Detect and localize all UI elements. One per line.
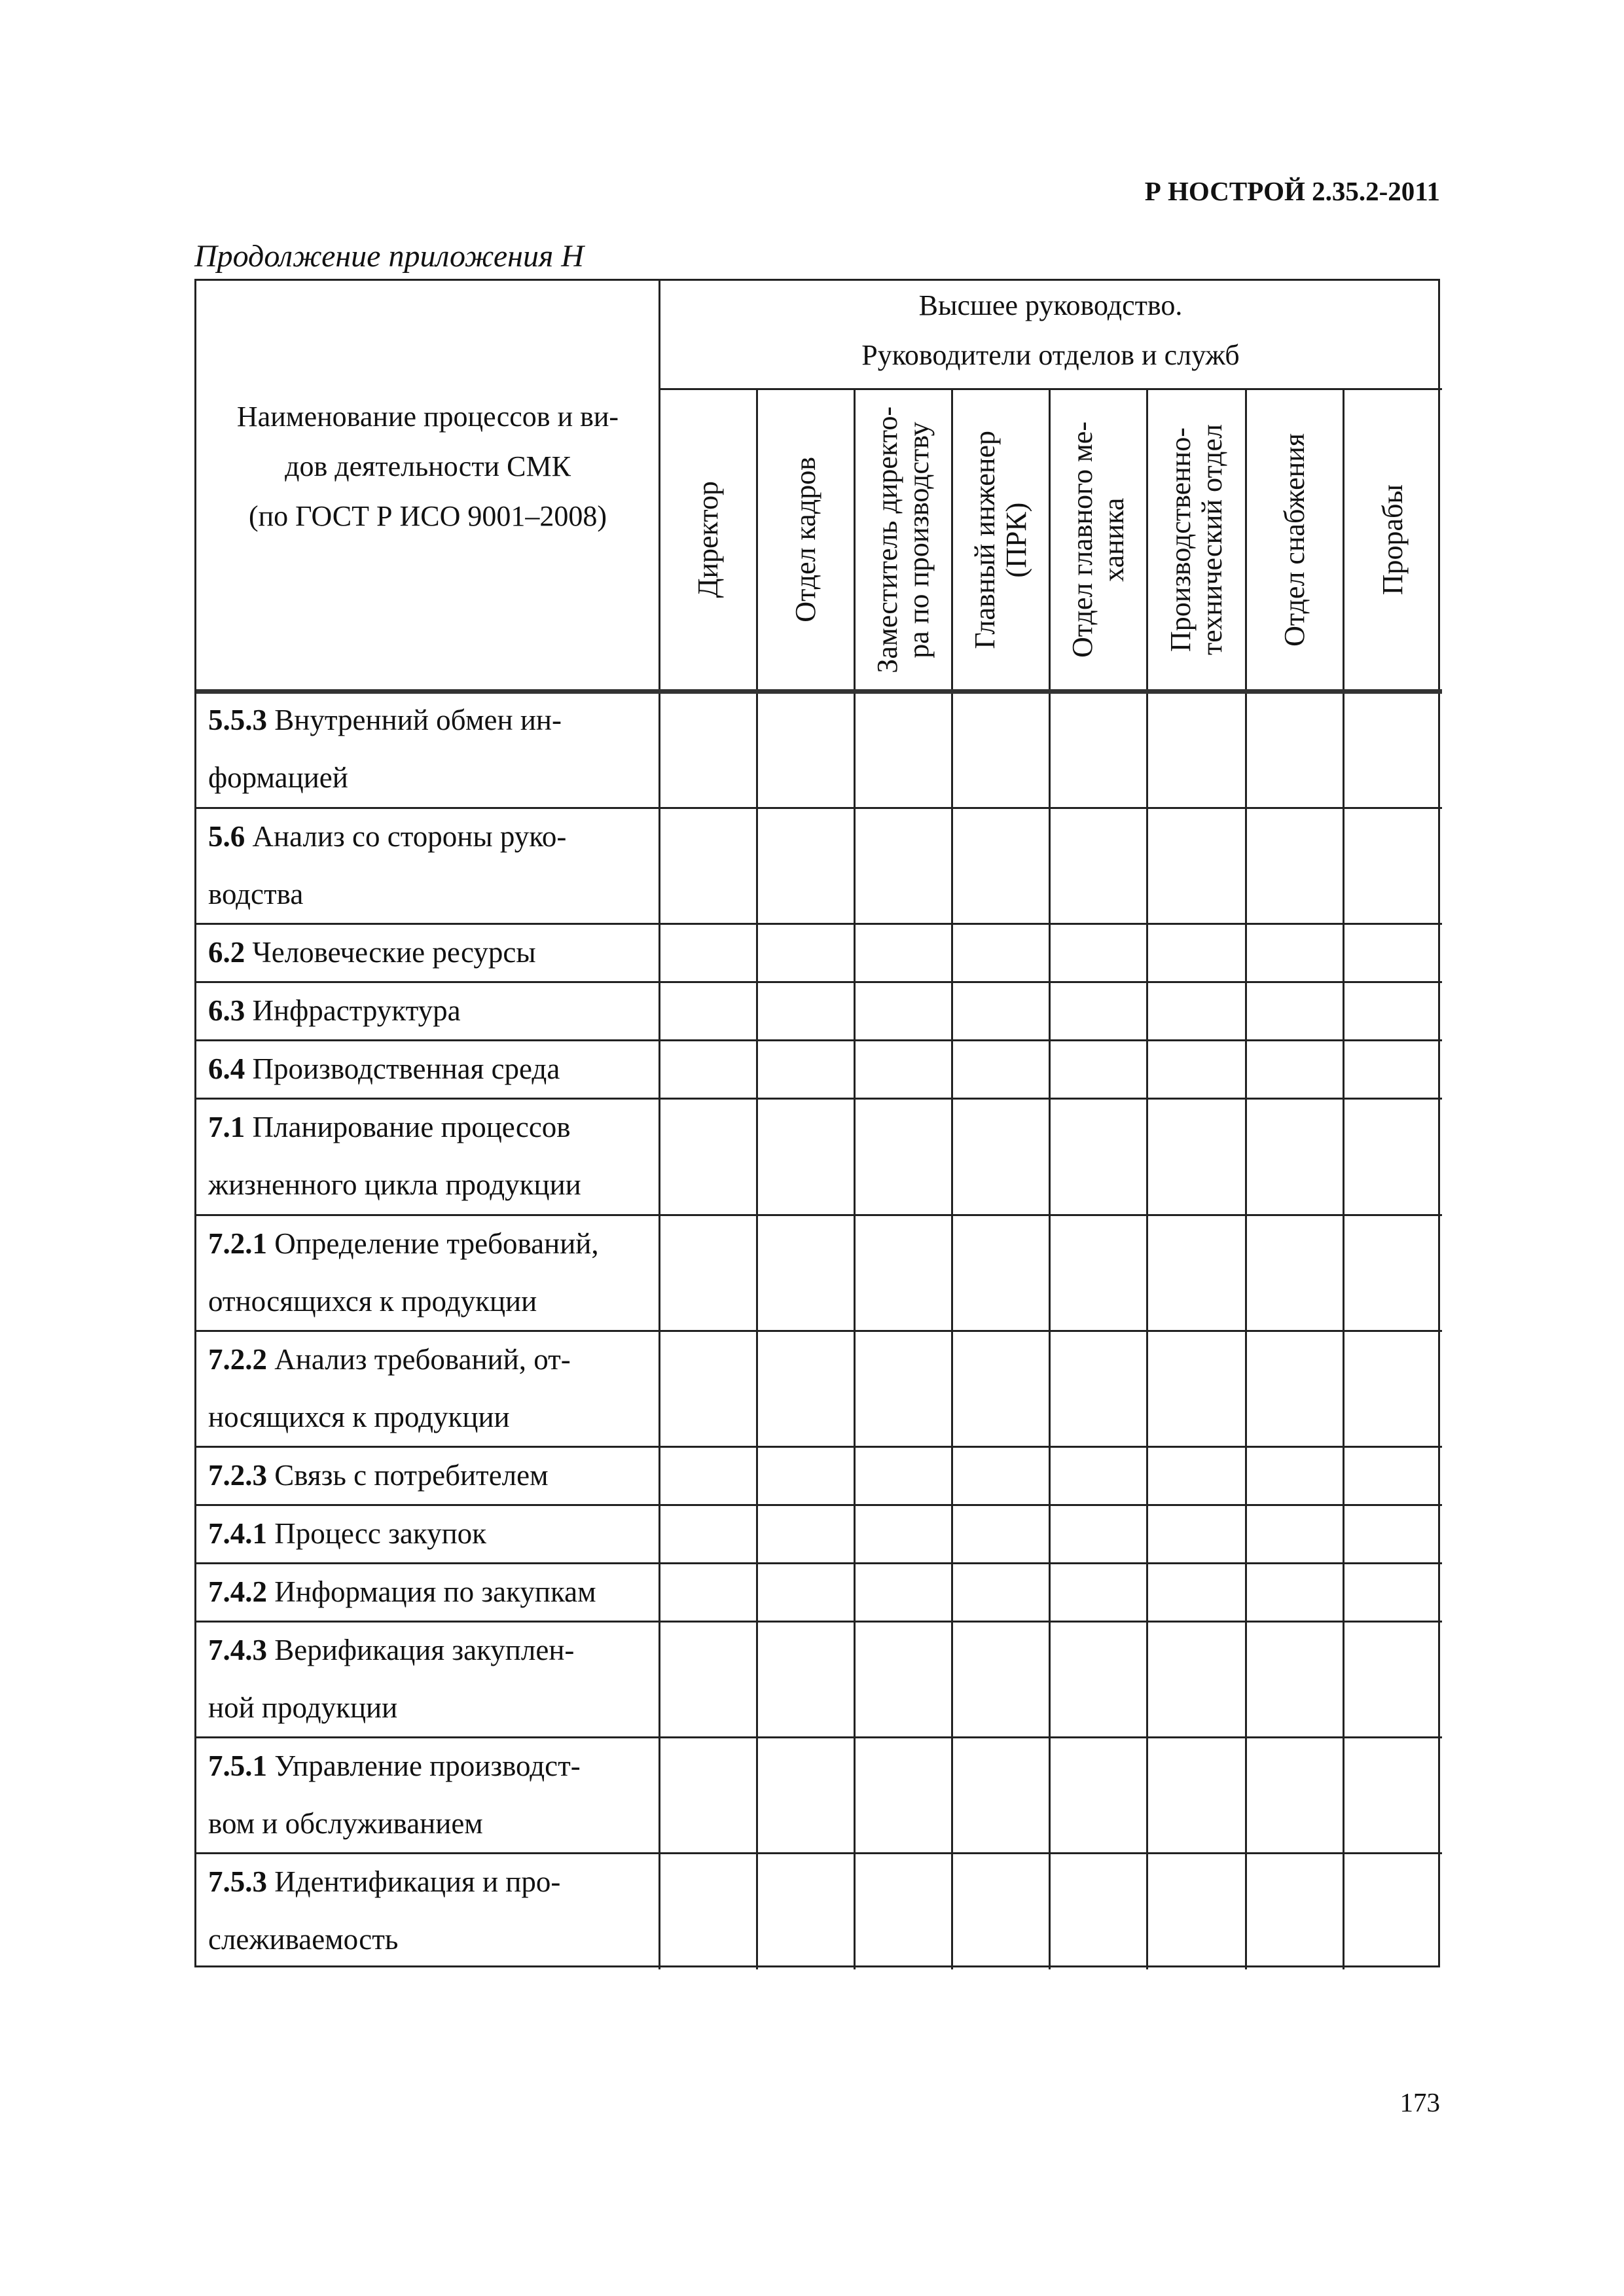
clause-number: 7.4.3 — [208, 1634, 267, 1666]
column-header-1 — [659, 391, 757, 689]
clause-title: Управление производст- — [274, 1749, 581, 1782]
process-column-header-line: (по ГОСТ Р ИСО 9001–2008) — [248, 500, 607, 532]
row-label-line — [208, 1446, 651, 1504]
table-row-label — [208, 1853, 651, 1968]
column-header-5 — [1049, 391, 1147, 689]
table-row-label — [208, 808, 651, 923]
row-label-line — [208, 1563, 651, 1621]
column-header-label: Директор — [691, 481, 724, 598]
clause-title: формацией — [208, 761, 348, 794]
clause-title: Связь с потребителем — [274, 1459, 549, 1492]
clause-number: 6.2 — [208, 936, 245, 969]
continuation-title: Продолжение приложения Н — [194, 239, 584, 274]
process-column-header — [196, 392, 659, 541]
row-label-line — [208, 1388, 651, 1446]
clause-title: Идентификация и про- — [274, 1865, 561, 1898]
clause-title: Определение требований, — [274, 1227, 599, 1260]
grid-line — [951, 388, 953, 1969]
row-label-line — [208, 1505, 651, 1562]
clause-title: относящихся к продукции — [208, 1285, 537, 1318]
table-row-label — [208, 924, 651, 981]
row-label-line — [208, 808, 651, 865]
management-group-header-line: Высшее руководство. — [918, 289, 1183, 321]
responsibility-matrix-table — [194, 279, 1440, 1967]
column-header-7 — [1246, 391, 1343, 689]
grid-line — [1343, 388, 1344, 1969]
row-label-line — [208, 865, 651, 923]
management-group-header-line: Руководители отделов и служб — [861, 339, 1240, 371]
grid-line — [1146, 388, 1148, 1969]
table-row-label — [208, 1563, 651, 1621]
column-header-label: Главный инженер (ПРК) — [968, 430, 1032, 649]
clause-number: 7.4.2 — [208, 1575, 267, 1608]
row-label-line — [208, 1156, 651, 1213]
clause-number: 7.2.3 — [208, 1459, 267, 1492]
clause-number: 6.3 — [208, 994, 245, 1027]
column-header-label: Отдел снабжения — [1278, 433, 1310, 647]
table-row-label — [208, 1621, 651, 1736]
grid-line — [659, 281, 660, 1969]
management-group-header — [659, 281, 1442, 380]
clause-title: Человеческие ресурсы — [252, 936, 536, 969]
clause-number: 5.6 — [208, 820, 245, 853]
clause-number: 7.5.1 — [208, 1749, 267, 1782]
clause-number: 6.4 — [208, 1052, 245, 1085]
column-header-label: Заместитель директо- ра по производству — [871, 406, 935, 673]
clause-title: слеживаемость — [208, 1923, 399, 1956]
table-row-label — [208, 1331, 651, 1446]
row-label-line — [208, 1737, 651, 1795]
grid-line — [1245, 388, 1247, 1969]
table-row-label — [208, 1215, 651, 1330]
row-label-line — [208, 1853, 651, 1910]
row-label-line — [208, 982, 651, 1039]
process-column-header-line: Наименование процессов и ви- — [236, 401, 619, 433]
grid-line — [1049, 388, 1051, 1969]
clause-title: жизненного цикла продукции — [208, 1168, 581, 1201]
row-label-line — [208, 1040, 651, 1098]
clause-number: 7.2.2 — [208, 1343, 267, 1376]
table-row-label — [208, 1505, 651, 1562]
clause-title: Анализ требований, от- — [274, 1343, 571, 1376]
row-label-line — [208, 1679, 651, 1736]
grid-line — [756, 388, 758, 1969]
column-header-4 — [952, 391, 1049, 689]
column-header-3 — [854, 391, 952, 689]
column-header-6 — [1147, 391, 1246, 689]
clause-title: Верификация закуплен- — [274, 1634, 575, 1666]
row-label-line — [208, 691, 651, 749]
row-label-line — [208, 1272, 651, 1330]
process-column-header-line: дов деятельности СМК — [285, 450, 571, 482]
grid-line — [854, 388, 856, 1969]
clause-number: 7.1 — [208, 1111, 245, 1143]
clause-title: носящихся к продукции — [208, 1401, 510, 1433]
document-code: Р НОСТРОЙ 2.35.2-2011 — [1144, 176, 1440, 206]
column-header-label: Отдел главного ме- ханика — [1066, 422, 1130, 658]
row-label-line — [208, 1098, 651, 1156]
clause-title: Производственная среда — [252, 1052, 560, 1085]
row-label-line — [208, 749, 651, 806]
table-row-label — [208, 1040, 651, 1098]
clause-number: 7.4.1 — [208, 1517, 267, 1550]
grid-line — [659, 388, 1442, 390]
clause-title: водства — [208, 878, 304, 910]
clause-title: Планирование процессов — [252, 1111, 571, 1143]
column-header-label: Производственно- технический отдел — [1164, 424, 1228, 655]
clause-title: ной продукции — [208, 1691, 398, 1724]
clause-title: Внутренний обмен ин- — [274, 704, 562, 736]
column-header-label: Прорабы — [1376, 484, 1409, 596]
table-row-label — [208, 1737, 651, 1852]
column-header-8 — [1343, 391, 1442, 689]
row-label-line — [208, 1621, 651, 1679]
column-header-2 — [757, 391, 854, 689]
page-number: 173 — [1399, 2087, 1440, 2117]
clause-title: Анализ со стороны руко- — [252, 820, 567, 853]
row-label-line — [208, 1910, 651, 1968]
row-label-line — [208, 1331, 651, 1388]
clause-title: вом и обслуживанием — [208, 1807, 483, 1840]
column-header-label: Отдел кадров — [789, 457, 821, 622]
table-row-label — [208, 982, 651, 1039]
table-row-label — [208, 691, 651, 806]
clause-number: 5.5.3 — [208, 704, 267, 736]
clause-number: 7.2.1 — [208, 1227, 267, 1260]
clause-title: Инфраструктура — [252, 994, 461, 1027]
clause-number: 7.5.3 — [208, 1865, 267, 1898]
table-row-label — [208, 1446, 651, 1504]
clause-title: Информация по закупкам — [274, 1575, 596, 1608]
table-row-label — [208, 1098, 651, 1213]
row-label-line — [208, 1215, 651, 1272]
row-label-line — [208, 1795, 651, 1852]
row-label-line — [208, 924, 651, 981]
clause-title: Процесс закупок — [274, 1517, 487, 1550]
